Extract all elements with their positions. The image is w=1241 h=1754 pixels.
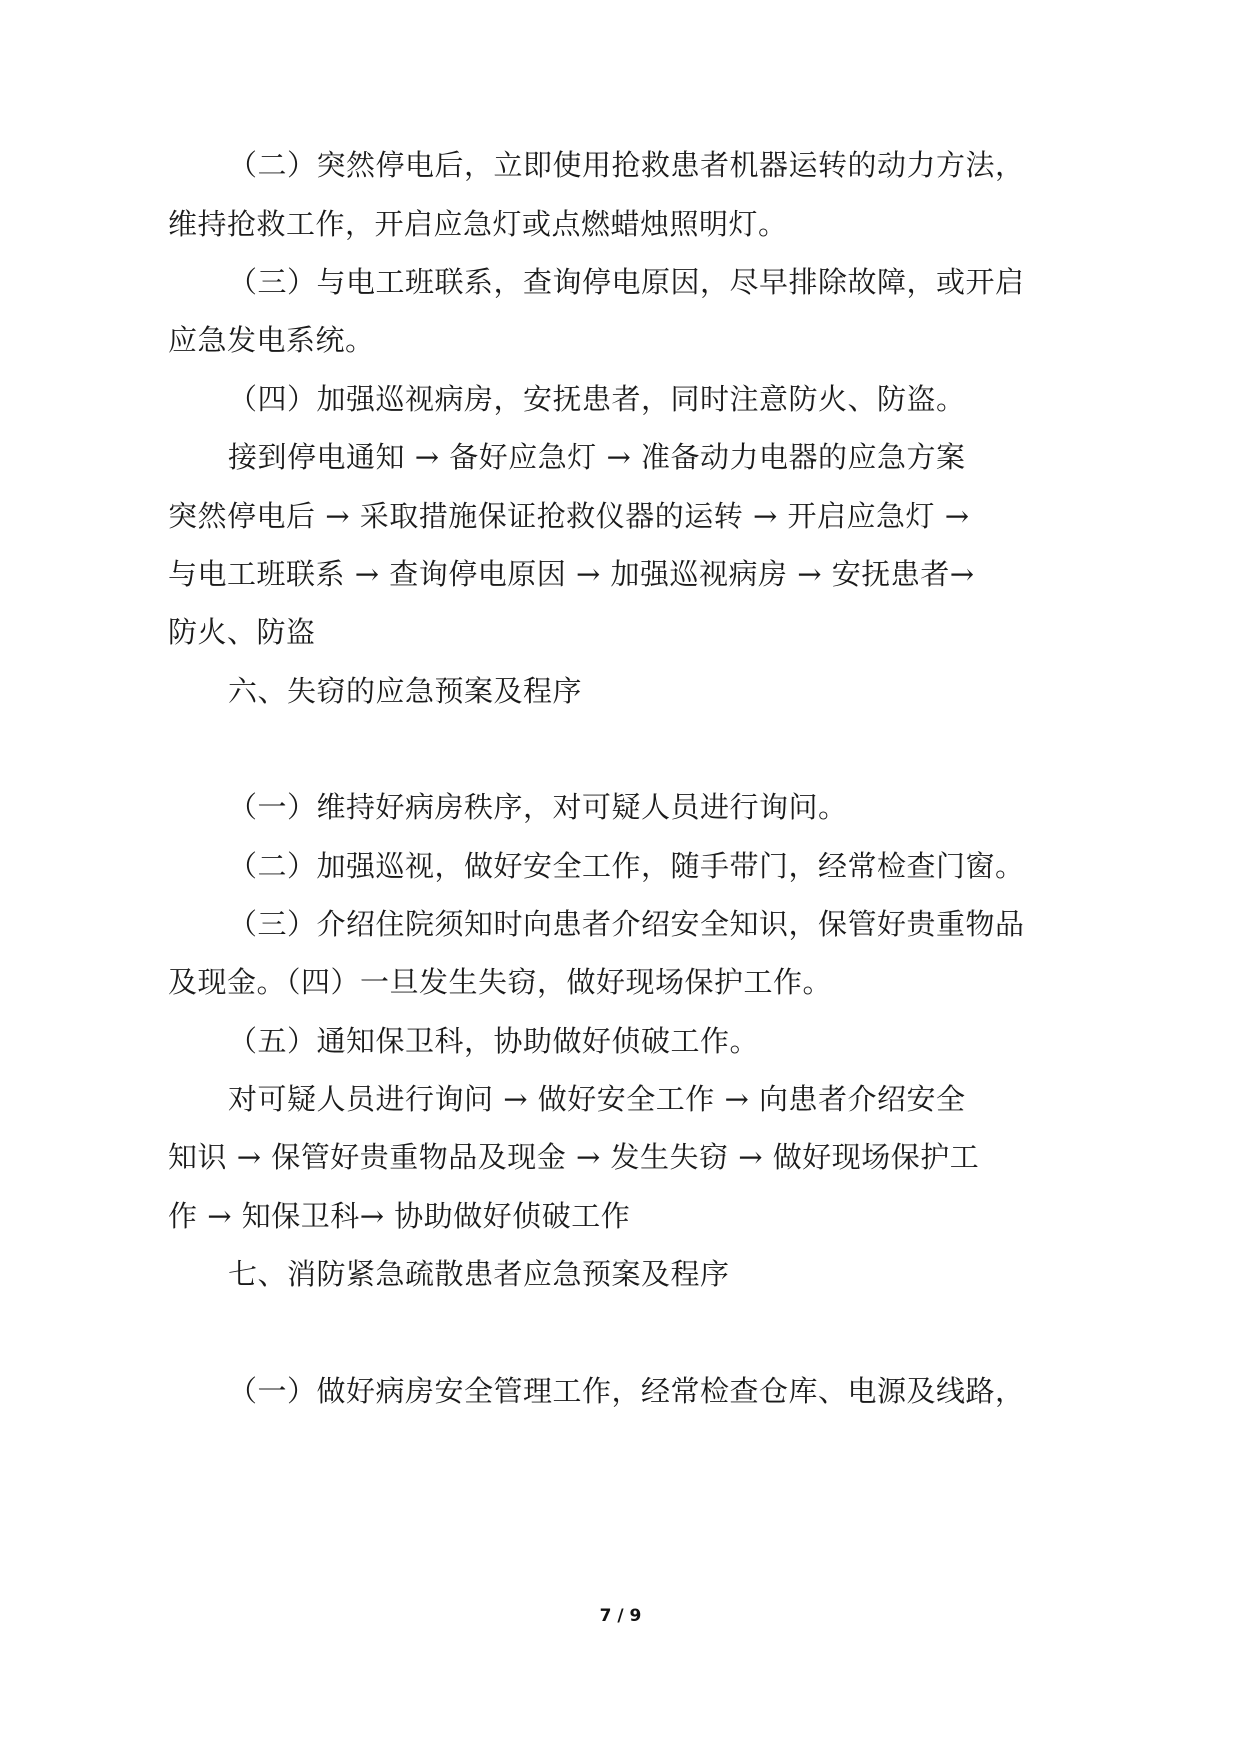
flow-line: 作 → 知保卫科→ 协助做好侦破工作 [168,1199,631,1233]
paragraph-line: （一）做好病房安全管理工作，经常检查仓库、电源及线路， [228,1374,1025,1408]
flow-line: 与电工班联系 → 查询停电原因 → 加强巡视病房 → 安抚患者→ [168,557,975,591]
flow-line: 对可疑人员进行询问 → 做好安全工作 → 向患者介绍安全 [228,1082,966,1116]
paragraph-line: （五）通知保卫科，协助做好侦破工作。 [228,1024,760,1058]
paragraph-line: （二）突然停电后，立即使用抢救患者机器运转的动力方法， [228,148,1025,182]
flow-line: 知识 → 保管好贵重物品及现金 → 发生失窃 → 做好现场保护工 [168,1140,980,1174]
flow-line: 防火、防盗 [168,615,316,649]
section-heading: 七、消防紧急疏散患者应急预案及程序 [228,1257,730,1291]
paragraph-line: 应急发电系统。 [168,323,375,357]
paragraph-line: （三）介绍住院须知时向患者介绍安全知识，保管好贵重物品 [228,907,1025,941]
paragraph-line: （一）维持好病房秩序，对可疑人员进行询问。 [228,790,848,824]
section-heading: 六、失窃的应急预案及程序 [228,674,583,708]
paragraph-line: （四）加强巡视病房，安抚患者，同时注意防火、防盗。 [228,382,966,416]
paragraph-line: （二）加强巡视，做好安全工作，随手带门，经常检查门窗。 [228,849,1025,883]
paragraph-line: 维持抢救工作，开启应急灯或点燃蜡烛照明灯。 [168,207,788,241]
paragraph-line: （三）与电工班联系，查询停电原因，尽早排除故障，或开启 [228,265,1025,299]
paragraph-line: 及现金。（四）一旦发生失窃，做好现场保护工作。 [168,965,833,999]
flow-line: 接到停电通知 → 备好应急灯 → 准备动力电器的应急方案 [228,440,966,474]
page-number: 7 / 9 [599,1606,642,1626]
flow-line: 突然停电后 → 采取措施保证抢救仪器的运转 → 开启应急灯 → [168,499,970,533]
